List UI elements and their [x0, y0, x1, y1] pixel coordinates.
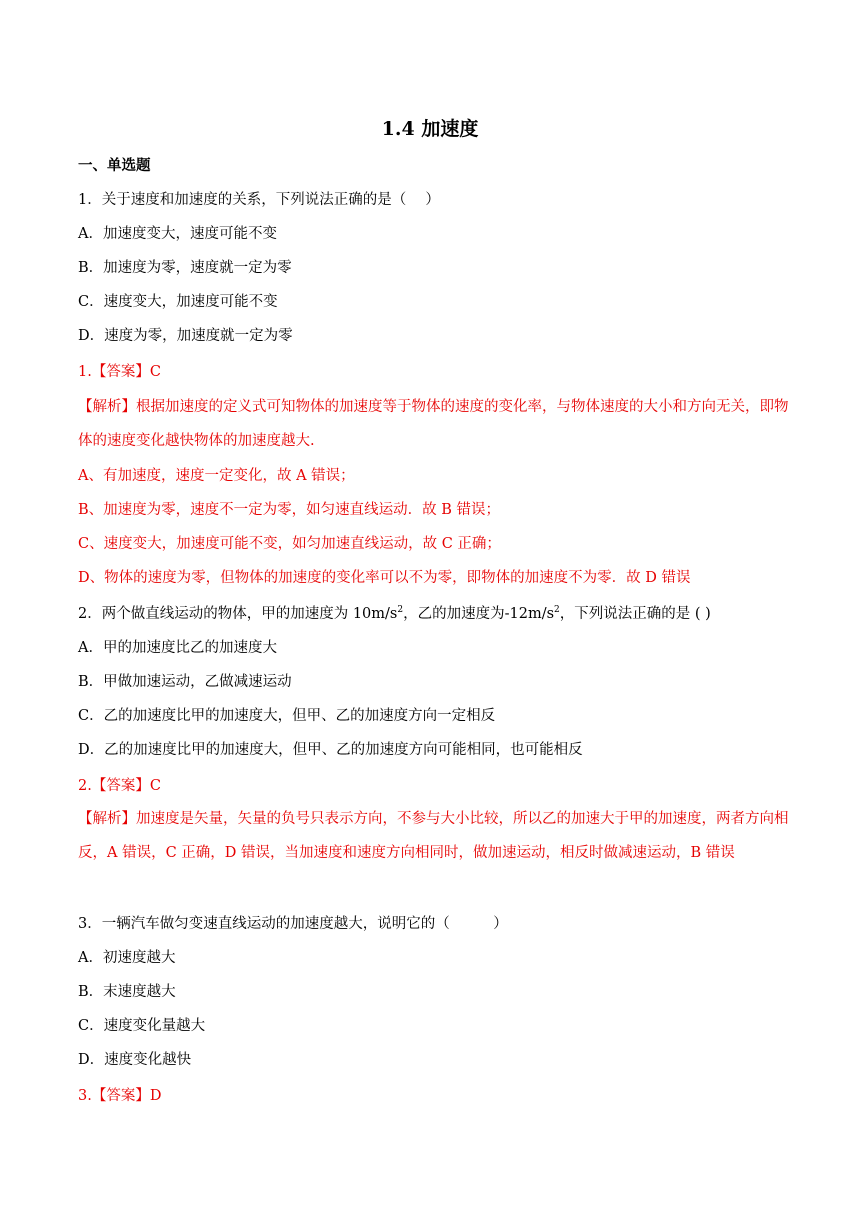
q2-stem-part: ，乙的加速度为-12m/s: [403, 606, 555, 622]
q2-option-c: C．乙的加速度比甲的加速度大，但甲、乙的加速度方向一定相反: [78, 708, 496, 724]
q1-option-a: A．加速度变大，速度可能不变: [78, 226, 277, 242]
q2-analysis: [78, 802, 790, 870]
q2-stem-part: 2．两个做直线运动的物体，甲的加速度为 10m/s: [78, 606, 398, 622]
q1-stem: 1．关于速度和加速度的关系，下列说法正确的是（ ）: [78, 192, 440, 208]
q1-answer: 1.【答案】C: [78, 364, 161, 380]
q3-answer: 3.【答案】D: [78, 1088, 162, 1104]
q2-option-a: A．甲的加速度比乙的加速度大: [78, 640, 277, 656]
q2-option-b: B．甲做加速运动，乙做减速运动: [78, 674, 292, 690]
q2-option-d: D．乙的加速度比甲的加速度大，但甲、乙的加速度方向可能相同，也可能相反: [78, 742, 583, 758]
q1-option-b: B．加速度为零，速度就一定为零: [78, 260, 292, 276]
q1-explain-a: A、有加速度，速度一定变化，故 A 错误；: [78, 468, 355, 484]
superscript: 2: [397, 605, 404, 616]
analysis-label: 【解析】: [78, 399, 136, 415]
q1-option-c: C．速度变大，加速度可能不变: [78, 294, 278, 310]
q3-option-a: A．初速度越大: [78, 950, 176, 966]
analysis-text: 加速度是矢量，矢量的负号只表示方向，不参与大小比较，所以乙的加速大于甲的加速度，两者方向相反，A 错误，C 正确，D 错误，当加速度和速度方向相同时，做加速运动，相反时做减速运动，B 错误: [78, 811, 789, 861]
q1-analysis: [78, 390, 790, 458]
analysis-label: 【解析】: [78, 811, 136, 827]
superscript: 2: [554, 605, 560, 616]
q3-option-b: B．末速度越大: [78, 984, 176, 1000]
q1-explain-c: C、速度变大，加速度可能不变，如匀加速直线运动，故 C 正确；: [78, 536, 501, 552]
page-title: 1.4 加速度: [381, 118, 479, 140]
q3-option-c: C．速度变化量越大: [78, 1018, 206, 1034]
q2-stem: [78, 604, 790, 624]
q1-explain-d: D、物体的速度为零，但物体的加速度的变化率可以不为零，即物体的加速度不为零．故 D 错误: [78, 570, 691, 586]
q3-option-d: D．速度变化越快: [78, 1052, 192, 1068]
q2-answer: 2.【答案】C: [78, 778, 161, 794]
q1-explain-b: B、加速度为零，速度不一定为零，如匀速直线运动．故 B 错误；: [78, 502, 501, 518]
q3-stem: 3．一辆汽车做匀变速直线运动的加速度越大，说明它的（ ）: [78, 916, 508, 932]
analysis-text: 根据加速度的定义式可知物体的加速度等于物体的速度的变化率，与物体速度的大小和方向无关，即物体的速度变化越快物体的加速度越大.: [78, 399, 789, 449]
q1-option-d: D．速度为零，加速度就一定为零: [78, 328, 293, 344]
section-heading: 一、单选题: [78, 157, 151, 174]
q2-stem-part: ，下列说法正确的是 ( ): [559, 606, 711, 622]
